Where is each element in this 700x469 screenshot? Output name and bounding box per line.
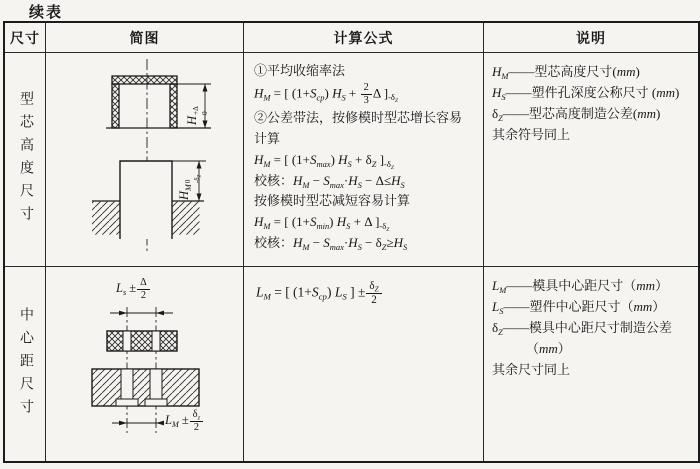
note-line: 其余符号同上 [492, 127, 571, 143]
note-line: 其余尺寸同上 [492, 362, 571, 378]
row-dimension-label-core-height: 型芯高度尺寸 [5, 53, 46, 267]
dimension-table [3, 21, 700, 463]
formula-line: ①平均收缩率法 [254, 63, 346, 78]
note-line: $H_S——$塑件孔深度公称尺寸 (mm) [492, 85, 680, 102]
note-line: $\delta_Z——$模具中心距尺寸制造公差（mm） [492, 320, 672, 357]
header-cell-sketch: 简图 [46, 23, 244, 53]
formula-line: 校核：$H_M - S_{max}\cdot H_S - \Delta\le H_S$ [254, 172, 405, 190]
formula-cell-core-height [244, 53, 484, 267]
row-dimension-label-center-distance: 中心距尺寸 [5, 267, 46, 461]
formula-line: $H_M$ = [ $(1+S_{max}) H_S + \delta_Z$ ]$_{-\delta_Z}$ [254, 151, 394, 171]
note-line: $L_M——$模具中心距尺寸（mm） [492, 278, 669, 295]
formula-line: 校核：$H_M - S_{max}\cdot H_S - \delta_Z\ge H_S$ [254, 234, 408, 252]
dimension-label-mold-center-distance: $L_M$ ± $\frac{\delta_z}{2}$ [165, 409, 204, 434]
formula-cell-center-distance [244, 267, 484, 461]
formula-line: $H_M$ = [ $(1+S_{cp}) H_S$ + $\frac{2}{3}$ Δ ]$_{-\delta_Z}$ [254, 81, 398, 106]
header-cell-notes: 说明 [484, 23, 698, 53]
formula-line: 按修模时型芯减短容易计算 [254, 193, 411, 209]
sketch-cell-center-distance [46, 267, 244, 461]
formula-line: $H_M$ = [ $(1+S_{min}) H_S + \Delta$ ]$_{-\delta_Z}$ [254, 214, 390, 233]
sketch-cell-core-height [46, 53, 244, 267]
core-height-sketch [46, 53, 244, 267]
note-line: $H_M——$型芯高度尺寸(mm) [492, 64, 640, 81]
notes-cell-core-height [484, 53, 698, 267]
dimension-label-hole-depth: H +Δ 0 [185, 106, 209, 125]
formula-line: $L_M$ = [ $(1+S_{cp})$ $L_S$ ] ± $\frac{\delta_Z}{2}$ [256, 280, 479, 306]
header-cell-dimension: 尺寸 [5, 23, 46, 53]
formula-line: 计算 [254, 131, 281, 146]
dimension-label-core-height: $H_M$ 0 $-\delta_Z$ [177, 174, 203, 200]
dimension-label-part-center-distance: $L_s$ ± $\frac{\Delta}{2}$ [116, 277, 151, 302]
header-cell-formula: 计算公式 [244, 23, 484, 53]
note-line: $\delta_Z——$型芯高度制造公差(mm) [492, 106, 661, 124]
notes-cell-center-distance [484, 267, 698, 461]
formula-line: ②公差带法，按修模时型芯增长容易 [254, 110, 463, 126]
note-line: $L_S——$塑件中心距尺寸（mm） [492, 299, 666, 316]
continued-table-label: 续表 [29, 5, 64, 21]
